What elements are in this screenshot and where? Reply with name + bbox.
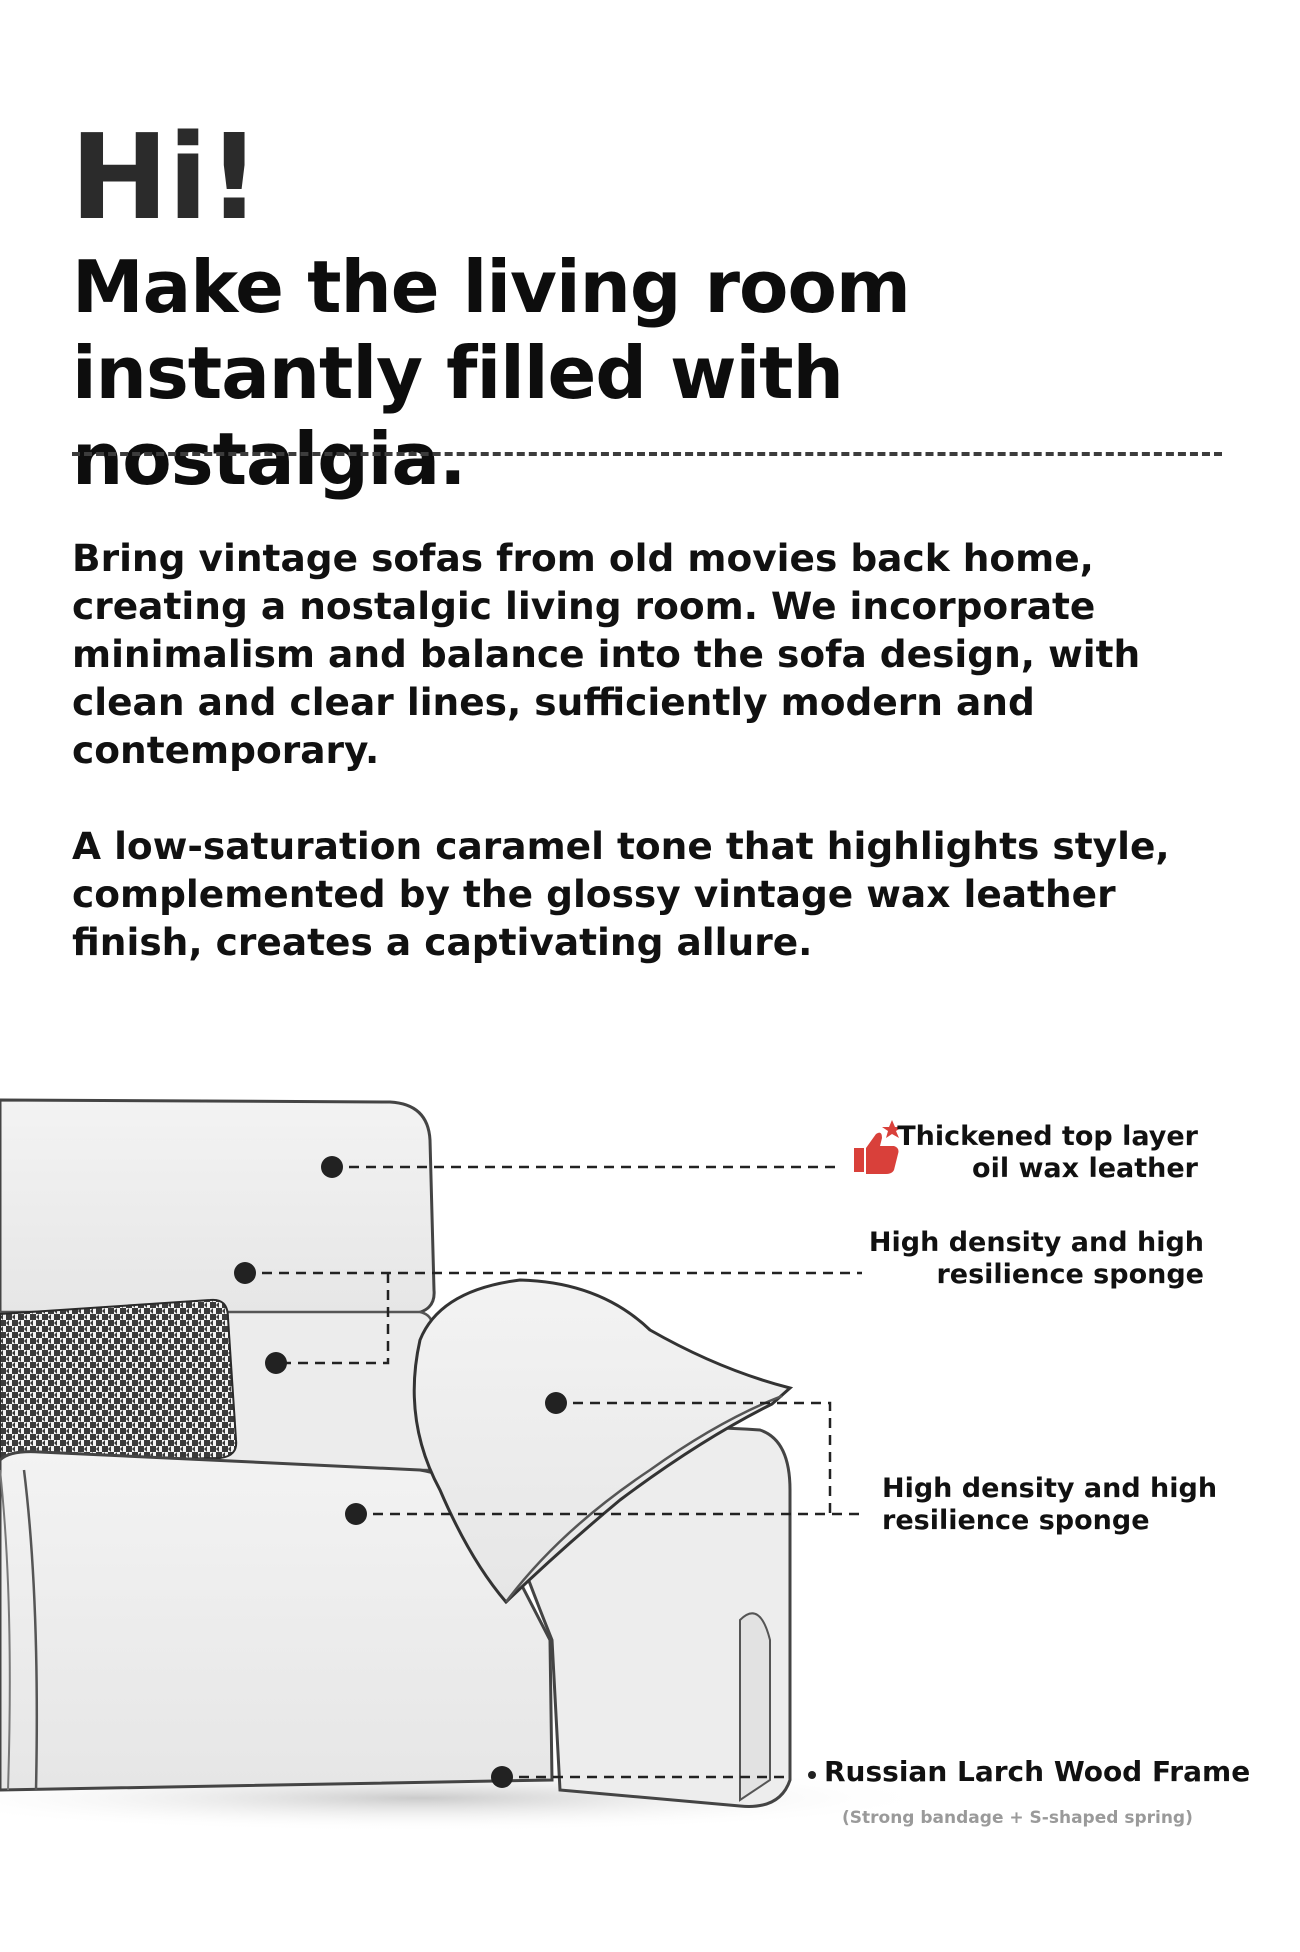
callout-sponge-lower <box>882 1473 1217 1537</box>
thumbs-up-icon <box>852 1118 902 1176</box>
greeting-title: Hi! <box>70 108 261 246</box>
callout-top-layer-line2: oil wax leather <box>972 1153 1198 1184</box>
description-paragraph: Bring vintage sofas from old movies back home, creating a nostalgic living room. We incorporate minimalism and balance into the sofa design, with clean and clear lines, sufficiently modern and contemporary. <box>72 536 1141 772</box>
headline: Make the living room instantly filled with nostalgia. <box>72 245 910 501</box>
callout-top-layer-line1: Thickened top layer <box>897 1121 1198 1152</box>
callout-frame: Russian Larch Wood Frame <box>824 1755 1251 1788</box>
frame-note: (Strong bandage + S-shaped spring) <box>842 1808 1193 1828</box>
callout-top-layer <box>897 1121 1198 1185</box>
tone-paragraph: A low-saturation caramel tone that highlights style, complemented by the glossy vintage wax leather finish, creates a captivating allure. <box>72 824 1170 964</box>
callout-sponge-lower-line2: resilience sponge <box>882 1505 1150 1536</box>
callout-sponge-upper-line2: resilience sponge <box>936 1259 1204 1290</box>
callout-sponge-lower-line1: High density and high <box>882 1473 1218 1504</box>
dashed-divider <box>72 452 1222 456</box>
callout-sponge-upper-line1: High density and high <box>868 1227 1204 1258</box>
callout-sponge-upper <box>869 1227 1204 1291</box>
